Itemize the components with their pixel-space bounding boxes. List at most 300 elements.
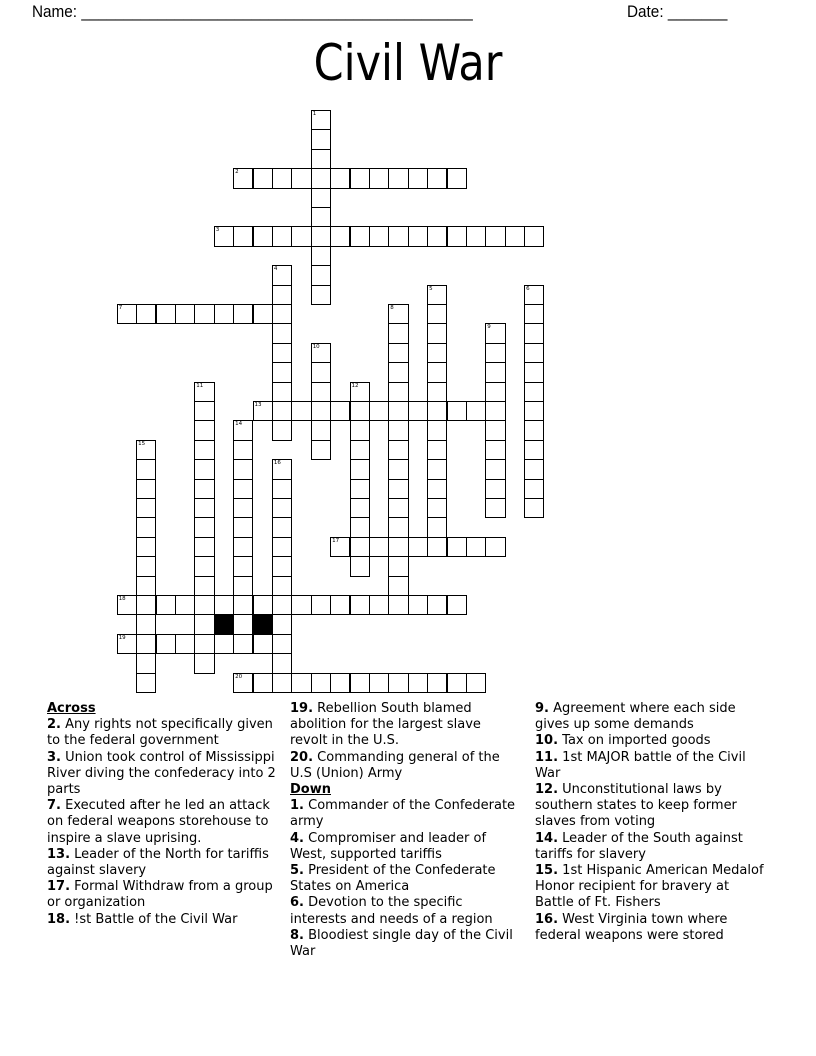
grid-cell[interactable] [524,382,544,402]
grid-cell[interactable] [233,556,253,576]
grid-cell[interactable] [136,556,156,576]
grid-cell[interactable] [350,498,370,518]
grid-cell[interactable] [427,459,447,479]
grid-cell[interactable] [233,595,253,615]
grid-cell[interactable] [233,673,253,693]
clue-text: Devotion to the specific interests and needs of a region [290,895,493,927]
clues-column-1 [47,701,279,928]
grid-cell[interactable] [136,498,156,518]
grid-cell[interactable] [272,576,292,596]
grid-cell[interactable] [524,401,544,421]
clue-number: 14. [535,830,559,846]
grid-cell[interactable] [175,595,195,615]
grid-cell[interactable] [485,498,505,518]
grid-cell[interactable] [524,479,544,499]
grid-cell[interactable] [485,401,505,421]
cell-number: 11 [196,382,204,389]
grid-cell[interactable] [524,498,544,518]
grid-cell[interactable] [272,653,292,673]
clue-across-13 [47,847,279,879]
clue-across-2 [47,717,279,749]
grid-cell[interactable] [369,401,389,421]
grid-cell[interactable] [272,634,292,654]
grid-cell[interactable] [194,382,214,402]
cell-number: 16 [273,460,281,467]
clue-number: 5. [290,863,304,879]
grid-cell[interactable] [272,420,292,440]
grid-cell[interactable] [350,479,370,499]
clue-text: Leader of the North for tariffis against slavery [47,846,269,879]
grid-cell[interactable] [524,440,544,460]
grid-cell[interactable] [350,168,370,188]
cell-number: 9 [487,324,491,331]
clue-down-12 [535,782,767,831]
grid-cell[interactable] [427,343,447,363]
grid-cell[interactable] [272,556,292,576]
grid-cell[interactable] [350,595,370,615]
grid-cell[interactable] [194,595,214,615]
grid-cell[interactable] [466,401,486,421]
grid-cell[interactable] [136,537,156,557]
clue-text: Executed after he led an attack on federal weapons storehouse to inspire a slave uprising. [47,798,270,846]
grid-cell[interactable] [253,673,273,693]
grid-cell[interactable] [233,634,253,654]
grid-cell[interactable] [350,440,370,460]
grid-cell[interactable] [427,440,447,460]
grid-cell[interactable] [485,226,505,246]
grid-cell[interactable] [350,517,370,537]
clue-number: 4. [290,830,304,846]
cell-number: 6 [526,285,530,292]
grid-cell[interactable] [427,401,447,421]
grid-cell[interactable] [388,323,408,343]
grid-cell[interactable] [388,673,408,693]
grid-cell[interactable] [311,207,331,227]
clue-down-9 [535,701,767,733]
grid-cell[interactable] [350,226,370,246]
clue-down-11 [535,750,767,782]
grid-cell[interactable] [427,595,447,615]
grid-cell[interactable] [272,673,292,693]
grid-cell[interactable] [408,401,428,421]
clue-number: 15. [535,863,559,879]
grid-cell[interactable] [175,304,195,324]
clue-text: Bloodiest single day of the Civil War [290,927,513,960]
clue-across-17 [47,879,279,911]
grid-cell[interactable] [136,479,156,499]
grid-cell[interactable] [485,479,505,499]
grid-cell[interactable] [311,168,331,188]
clue-number: 20. [290,749,314,765]
clue-down-1 [290,798,522,830]
grid-cell[interactable] [330,673,350,693]
grid-cell[interactable] [447,595,467,615]
grid-cell[interactable] [388,420,408,440]
grid-cell[interactable] [136,459,156,479]
grid-cell[interactable] [485,323,505,343]
grid-cell[interactable] [466,226,486,246]
grid-cell[interactable] [485,382,505,402]
grid-cell[interactable] [233,304,253,324]
grid-cell[interactable] [311,595,331,615]
grid-cell[interactable] [291,226,311,246]
clue-text: Formal Withdraw from a group or organization [47,879,273,911]
grid-cell[interactable] [194,479,214,499]
clue-across-20 [290,750,522,782]
grid-cell[interactable] [291,673,311,693]
clue-text: 1st Hispanic American Medalof Honor recipient for bravery at Battle of Ft. Fishers [535,863,764,911]
grid-cell[interactable] [388,440,408,460]
grid-cell[interactable] [194,498,214,518]
grid-cell[interactable] [272,401,292,421]
grid-cell[interactable] [369,226,389,246]
grid-cell[interactable] [136,673,156,693]
grid-cell[interactable] [427,537,447,557]
grid-cell[interactable] [117,595,137,615]
grid-cell[interactable] [253,595,273,615]
clue-text: Commanding general of the U.S (Union) Army [290,749,500,781]
grid-cell[interactable] [388,537,408,557]
clue-number: 19. [290,701,314,716]
cell-number: 20 [235,673,243,680]
grid-cell[interactable] [427,362,447,382]
clue-across-18 [47,912,279,928]
clue-text: !st Battle of the Civil War [74,911,238,927]
grid-cell[interactable] [311,129,331,149]
clue-number: 10. [535,733,559,749]
grid-cell[interactable] [427,673,447,693]
grid-cell[interactable] [136,440,156,460]
grid-cell[interactable] [214,304,234,324]
grid-cell[interactable] [272,226,292,246]
grid-cell[interactable] [311,440,331,460]
down-heading: Down [290,782,331,798]
grid-cell[interactable] [350,537,370,557]
grid-cell[interactable] [388,459,408,479]
cell-number: 17 [332,537,340,544]
clue-down-6 [290,895,522,927]
grid-cell[interactable] [311,226,331,246]
clue-number: 8. [290,927,304,943]
grid-cell[interactable] [311,343,331,363]
grid-cell[interactable] [388,343,408,363]
grid-cell[interactable] [408,537,428,557]
cell-number: 10 [312,343,320,350]
grid-cell[interactable] [311,149,331,169]
grid-cell[interactable] [233,459,253,479]
clue-number: 17. [47,879,71,895]
grid-cell[interactable] [233,537,253,557]
clues-column-2 [290,701,522,960]
grid-cell[interactable] [194,440,214,460]
grid-cell[interactable] [272,614,292,634]
clue-number: 9. [535,701,549,716]
grid-cell[interactable] [388,479,408,499]
grid-cell[interactable] [194,537,214,557]
grid-cell[interactable] [447,673,467,693]
grid-cell[interactable] [194,401,214,421]
grid-cell[interactable] [311,401,331,421]
grid-cell[interactable] [330,537,350,557]
clue-text: Commander of the Confederate army [290,798,516,830]
clue-down-8 [290,928,522,960]
clue-text: Agreement where each side gives up some demands [535,701,736,733]
cell-number: 3 [215,227,220,234]
grid-cell[interactable] [388,226,408,246]
grid-cell[interactable] [233,420,253,440]
grid-cell[interactable] [447,537,467,557]
cell-number: 13 [254,402,262,408]
grid-cell[interactable] [136,304,156,324]
clue-number: 12. [535,782,559,798]
clue-text: Leader of the South against tariffs for slavery [535,830,743,862]
grid-cell[interactable] [427,420,447,440]
grid-cell[interactable] [408,595,428,615]
clue-across-3 [47,750,279,799]
grid-cell[interactable] [272,343,292,363]
grid-cell[interactable] [330,168,350,188]
name-field-label: Name: ______________________________________________ [32,2,473,21]
grid-cell[interactable] [311,362,331,382]
clue-text: Any rights not specifically given to the federal government [47,717,273,749]
grid-cell[interactable] [311,246,331,266]
grid-cell[interactable] [505,226,525,246]
clue-text: Compromiser and leader of West, supported tariffis [290,830,487,862]
clue-text: 1st MAJOR battle of the Civil War [535,749,746,781]
grid-cell[interactable] [388,576,408,596]
grid-cell[interactable] [272,265,292,285]
cell-number: 18 [118,596,126,602]
grid-cell[interactable] [466,673,486,693]
grid-cell[interactable] [427,479,447,499]
grid-cell[interactable] [291,168,311,188]
grid-cell[interactable] [350,401,370,421]
grid-cell[interactable] [427,382,447,402]
clue-text: Tax on imported goods [562,733,711,749]
grid-cell[interactable] [136,634,156,654]
cell-number: 15 [138,440,146,447]
cell-number: 8 [390,305,394,311]
grid-cell[interactable] [350,673,370,693]
grid-cell[interactable] [272,168,292,188]
grid-cell[interactable] [233,226,253,246]
grid-cell[interactable] [272,304,292,324]
cell-number: 2 [235,169,239,176]
grid-cell[interactable] [233,168,253,188]
clue-number: 18. [47,911,71,927]
black-cell [253,614,273,634]
cell-number: 14 [235,421,243,428]
grid-cell[interactable] [311,110,331,130]
grid-cell[interactable] [466,537,486,557]
grid-cell[interactable] [272,459,292,479]
grid-cell[interactable] [427,168,447,188]
grid-cell[interactable] [485,459,505,479]
cell-number: 12 [351,382,359,389]
grid-cell[interactable] [427,226,447,246]
grid-cell[interactable] [388,556,408,576]
grid-cell[interactable] [233,614,253,634]
grid-cell[interactable] [408,168,428,188]
grid-cell[interactable] [427,304,447,324]
grid-cell[interactable] [388,362,408,382]
grid-cell[interactable] [330,595,350,615]
grid-cell[interactable] [447,226,467,246]
grid-cell[interactable] [311,285,331,305]
grid-cell[interactable] [350,382,370,402]
date-field-label: Date: _______ [627,2,728,21]
grid-cell[interactable] [524,459,544,479]
black-cell [214,614,234,634]
grid-cell[interactable] [408,673,428,693]
grid-cell[interactable] [194,517,214,537]
grid-cell[interactable] [350,459,370,479]
grid-cell[interactable] [272,285,292,305]
clue-number: 7. [47,798,61,814]
grid-cell[interactable] [369,673,389,693]
grid-cell[interactable] [272,382,292,402]
grid-cell[interactable] [350,556,370,576]
grid-cell[interactable] [272,362,292,382]
across-heading: Across [47,701,96,716]
clue-number: 11. [535,749,559,765]
clue-text: West Virginia town where federal weapons were stored [535,911,728,943]
grid-cell[interactable] [233,517,253,537]
grid-cell[interactable] [214,634,234,654]
grid-cell[interactable] [194,304,214,324]
grid-cell[interactable] [369,595,389,615]
grid-cell[interactable] [272,537,292,557]
grid-cell[interactable] [330,226,350,246]
grid-cell[interactable] [156,595,176,615]
grid-cell[interactable] [330,401,350,421]
grid-cell[interactable] [311,420,331,440]
cell-number: 19 [118,634,126,641]
grid-cell[interactable] [136,595,156,615]
grid-cell[interactable] [427,517,447,537]
clue-number: 6. [290,895,304,911]
grid-cell[interactable] [388,304,408,324]
grid-cell[interactable] [524,323,544,343]
grid-cell[interactable] [272,323,292,343]
grid-cell[interactable] [524,304,544,324]
grid-cell[interactable] [311,188,331,208]
grid-cell[interactable] [194,653,214,673]
grid-cell[interactable] [369,537,389,557]
grid-cell[interactable] [194,614,214,634]
grid-cell[interactable] [194,634,214,654]
cell-number: 5 [429,285,433,292]
grid-cell[interactable] [233,479,253,499]
cell-number: 1 [312,111,317,117]
grid-cell[interactable] [447,401,467,421]
page-title: Civil War [313,34,503,92]
grid-cell[interactable] [369,168,389,188]
grid-cell[interactable] [485,343,505,363]
clue-down-4 [290,831,522,863]
grid-cell[interactable] [175,634,195,654]
grid-cell[interactable] [233,498,253,518]
grid-cell[interactable] [194,576,214,596]
grid-cell[interactable] [291,595,311,615]
grid-cell[interactable] [388,382,408,402]
grid-cell[interactable] [524,362,544,382]
grid-cell[interactable] [272,517,292,537]
grid-cell[interactable] [388,401,408,421]
clue-number: 16. [535,911,559,927]
grid-cell[interactable] [136,517,156,537]
grid-cell[interactable] [485,440,505,460]
grid-cell[interactable] [524,343,544,363]
cell-number: 7 [118,305,123,311]
clue-across-19 [290,701,522,750]
grid-cell[interactable] [136,576,156,596]
grid-cell[interactable] [485,420,505,440]
grid-cell[interactable] [388,498,408,518]
grid-cell[interactable] [408,226,428,246]
grid-cell[interactable] [427,323,447,343]
grid-cell[interactable] [136,653,156,673]
grid-cell[interactable] [427,498,447,518]
clues-column-3 [535,701,767,944]
grid-cell[interactable] [272,479,292,499]
clue-text: Union took control of Mississippi River diving the confederacy into 2 parts [47,749,276,798]
clue-down-16 [535,912,767,944]
grid-cell[interactable] [117,634,137,654]
grid-cell[interactable] [524,285,544,305]
grid-cell[interactable] [214,595,234,615]
grid-cell[interactable] [214,226,234,246]
grid-cell[interactable] [194,556,214,576]
grid-cell[interactable] [524,226,544,246]
grid-cell[interactable] [253,401,273,421]
clue-number: 1. [290,798,304,814]
grid-cell[interactable] [253,168,273,188]
grid-cell[interactable] [485,362,505,382]
grid-cell[interactable] [427,285,447,305]
grid-cell[interactable] [388,517,408,537]
grid-cell[interactable] [156,634,176,654]
grid-cell[interactable] [194,420,214,440]
grid-cell[interactable] [524,420,544,440]
grid-cell[interactable] [117,304,137,324]
grid-cell[interactable] [272,595,292,615]
grid-cell[interactable] [272,498,292,518]
grid-cell[interactable] [194,459,214,479]
grid-cell[interactable] [253,634,273,654]
grid-cell[interactable] [233,440,253,460]
grid-cell[interactable] [291,401,311,421]
grid-cell[interactable] [136,614,156,634]
grid-cell[interactable] [253,226,273,246]
clue-down-15 [535,863,767,912]
clue-down-14 [535,831,767,863]
grid-cell[interactable] [311,265,331,285]
grid-cell[interactable] [485,537,505,557]
grid-cell[interactable] [253,304,273,324]
clue-down-5 [290,863,522,895]
clue-down-10 [535,733,767,749]
grid-cell[interactable] [156,304,176,324]
grid-cell[interactable] [388,595,408,615]
grid-cell[interactable] [447,168,467,188]
grid-cell[interactable] [311,673,331,693]
grid-cell[interactable] [311,382,331,402]
grid-cell[interactable] [233,576,253,596]
cell-number: 4 [273,266,278,273]
grid-cell[interactable] [350,420,370,440]
grid-cell[interactable] [388,168,408,188]
